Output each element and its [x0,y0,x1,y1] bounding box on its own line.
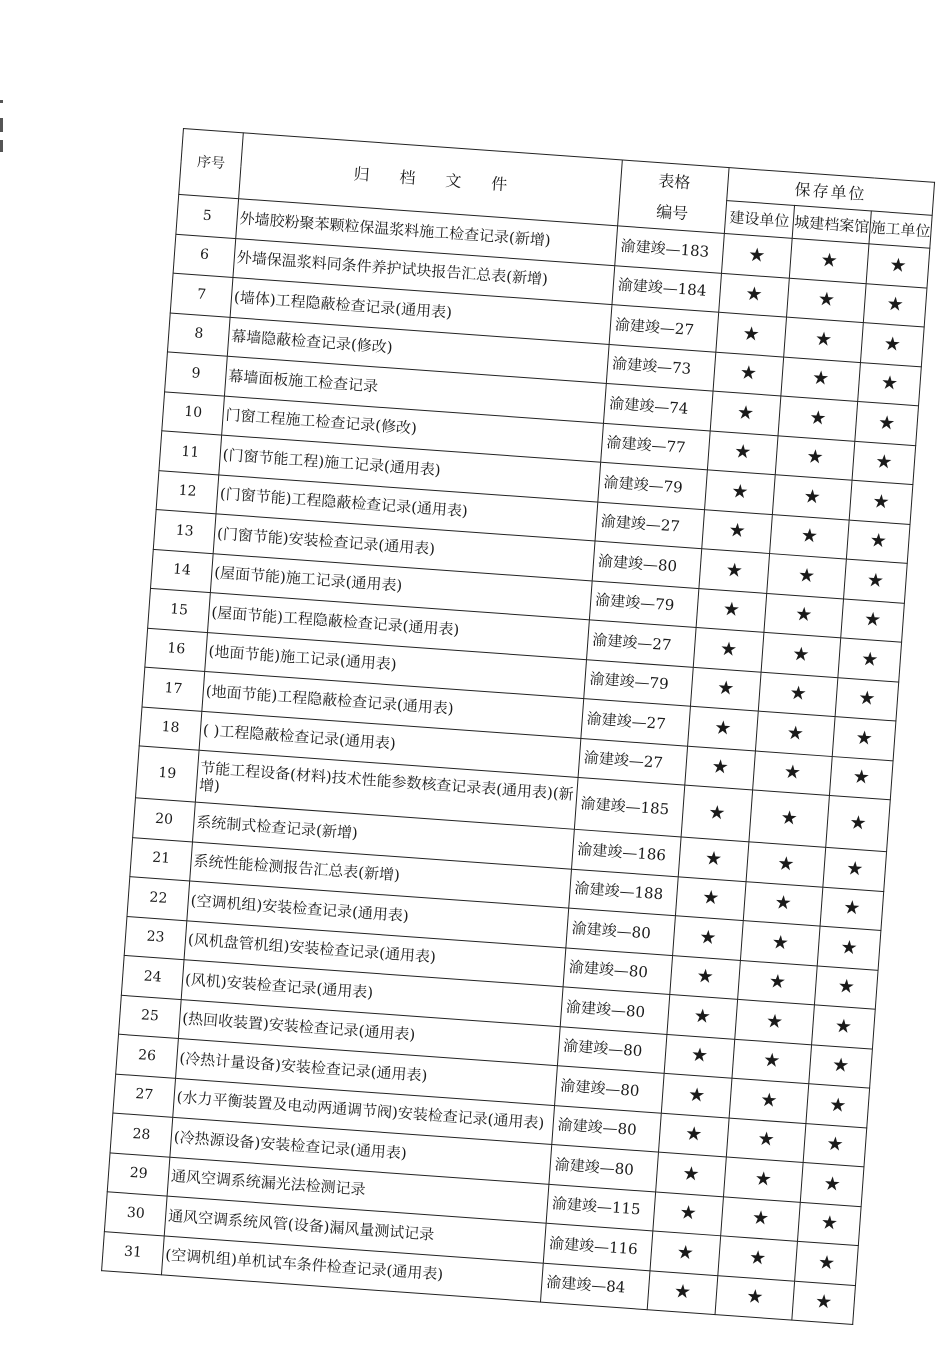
row-document-name: (墙体)工程隐蔽检查记录(通用表) [230,277,612,344]
star-archive: ★ [767,554,847,599]
row-form-code: 渝建竣—74 [603,383,713,430]
star-build: ★ [653,1192,724,1236]
archive-sheet [101,128,932,1323]
row-form-code: 渝建竣—80 [557,1026,667,1073]
star-construct: ★ [841,598,905,642]
scan-mark [0,118,3,132]
row-form-code: 渝建竣—80 [560,987,670,1034]
row-document-name: (风机)安装检查记录(通用表) [181,960,563,1027]
header-doc: 归档文件 [239,133,623,226]
row-number: 9 [165,352,228,396]
star-construct: ★ [803,1123,867,1167]
star-archive: ★ [789,238,869,283]
star-build: ★ [690,667,761,711]
star-construct: ★ [814,965,878,1009]
row-number: 12 [156,470,219,514]
star-construct: ★ [823,847,887,891]
row-form-code: 渝建竣—84 [540,1263,650,1310]
row-number: 8 [167,313,230,357]
star-build: ★ [696,588,767,632]
header-unit-archive: 城建档案馆 [792,205,871,243]
star-archive: ★ [781,357,861,402]
row-document-name: (热回收装置)安装检查记录(通用表) [178,999,560,1066]
table-body [102,194,930,1324]
star-archive: ★ [740,921,820,966]
row-number: 14 [151,549,214,593]
row-number: 22 [127,877,190,921]
row-number: 26 [116,1034,179,1078]
row-form-code: 渝建竣—27 [587,620,697,667]
star-construct: ★ [866,244,930,288]
row-document-name: ( )工程隐蔽检查记录(通用表) [199,711,581,778]
star-construct: ★ [829,756,893,800]
star-archive: ★ [735,999,815,1044]
row-number: 18 [139,707,202,751]
header-code [618,160,729,233]
star-build: ★ [713,352,784,396]
row-form-code: 渝建竣—77 [601,423,711,470]
row-form-code: 渝建竣—27 [578,738,688,785]
row-number: 31 [102,1231,165,1275]
row-number: 11 [159,431,222,475]
row-document-name: (冷热计量设备)安装检查记录(通用表) [176,1039,558,1106]
row-number: 24 [121,955,184,999]
star-build: ★ [705,470,776,514]
star-build: ★ [699,549,770,593]
row-form-code: 渝建竣—27 [581,699,691,746]
row-document-name: (屋面节能)工程隐蔽检查记录(通用表) [208,593,590,660]
star-archive: ★ [732,1039,812,1084]
row-document-name: (空调机组)安装检查记录(通用表) [187,881,569,948]
star-build: ★ [658,1113,729,1157]
row-form-code: 渝建竣—184 [612,265,722,312]
star-construct: ★ [817,926,881,970]
star-archive: ★ [784,317,864,362]
star-build: ★ [716,312,787,356]
row-form-code: 渝建竣—27 [595,502,705,549]
row-form-code: 渝建竣—73 [606,344,716,391]
row-document-name: 外墙保温浆料同条件养护试块报告汇总表(新增) [233,238,615,305]
star-archive: ★ [738,960,818,1005]
star-build: ★ [702,509,773,553]
star-archive: ★ [726,1118,806,1163]
row-document-name: 外墙胶粉聚苯颗粒保温浆料施工检查记录(新增) [236,199,618,266]
star-build: ★ [667,995,738,1039]
row-document-name: 节能工程设备(材料)技术性能参数核查记录表(通用表)(新增) [195,750,578,829]
star-build: ★ [675,876,746,920]
row-number: 27 [113,1074,176,1118]
row-number: 13 [153,510,216,554]
star-construct: ★ [820,887,884,931]
header-code-line1: 表格 [657,170,692,192]
star-construct: ★ [795,1241,859,1285]
row-number: 7 [170,273,233,317]
header-save-units: 保存单位 [727,168,935,216]
star-build: ★ [710,391,781,435]
star-build: ★ [670,955,741,999]
star-construct: ★ [846,520,910,564]
row-form-code: 渝建竣—80 [592,541,702,588]
row-form-code: 渝建竣—183 [615,226,725,273]
star-archive: ★ [729,1078,809,1123]
star-construct: ★ [844,559,908,603]
row-number: 25 [119,995,182,1039]
row-number: 28 [110,1113,173,1157]
star-archive: ★ [743,881,823,926]
star-construct: ★ [812,1005,876,1049]
star-build: ★ [685,746,756,790]
star-build: ★ [650,1231,721,1275]
row-number: 17 [142,667,205,711]
star-build: ★ [719,273,790,317]
row-form-code: 渝建竣—80 [563,947,673,994]
row-document-name: (地面节能)工程隐蔽检查记录(通用表) [202,671,584,738]
star-archive: ★ [715,1275,795,1320]
star-construct: ★ [858,362,922,406]
row-document-name: (地面节能)施工记录(通用表) [205,632,587,699]
star-construct: ★ [806,1084,870,1128]
star-construct: ★ [855,401,919,445]
star-build: ★ [678,837,749,881]
row-form-code: 渝建竣—79 [584,659,694,706]
row-document-name: (屋面节能)施工记录(通用表) [210,553,592,620]
row-form-code: 渝建竣—185 [574,777,684,837]
row-document-name: 系统性能检测报告汇总表(新增) [190,842,572,909]
star-archive: ★ [746,842,826,887]
star-construct: ★ [832,717,896,761]
star-construct: ★ [792,1281,856,1325]
header-code-line2: 编号 [655,201,689,223]
header-seq: 序号 [179,129,244,199]
star-archive: ★ [764,593,844,638]
star-archive: ★ [787,278,867,323]
row-document-name: 门窗工程施工检查记录(修改) [222,396,604,463]
row-number: 30 [104,1192,167,1236]
star-archive: ★ [753,751,833,796]
row-number: 15 [148,588,211,632]
row-number: 29 [107,1152,170,1196]
row-document-name: (风机盘管机组)安装检查记录(通用表) [184,920,566,987]
star-build: ★ [681,785,753,842]
star-construct: ★ [809,1044,873,1088]
star-build: ★ [707,430,778,474]
star-construct: ★ [852,441,916,485]
star-construct: ★ [861,323,925,367]
row-document-name: 通风空调系统风管(设备)漏风量测试记录 [164,1196,546,1263]
star-construct: ★ [863,283,927,327]
star-construct: ★ [797,1202,861,1246]
header-unit-build: 建设单位 [724,201,794,239]
star-construct: ★ [800,1162,864,1206]
row-form-code: 渝建竣—188 [569,869,679,916]
row-form-code: 渝建竣—27 [609,305,719,352]
row-number: 20 [133,798,196,842]
row-form-code: 渝建竣—115 [546,1184,656,1231]
star-archive: ★ [772,475,852,520]
row-document-name: 幕墙隐蔽检查记录(修改) [227,317,609,384]
row-document-name: (门窗节能)工程隐蔽检查记录(通用表) [216,474,598,541]
row-form-code: 渝建竣—186 [572,829,682,876]
star-archive: ★ [755,711,835,756]
star-archive: ★ [723,1157,803,1202]
header-unit-construct: 施工单位 [869,211,932,248]
row-number: 23 [124,916,187,960]
row-form-code: 渝建竣—116 [543,1223,653,1270]
star-archive: ★ [718,1236,798,1281]
star-build: ★ [661,1073,732,1117]
star-archive: ★ [770,514,850,559]
row-number: 10 [162,391,225,435]
star-archive: ★ [749,790,830,847]
star-archive: ★ [778,396,858,441]
star-archive: ★ [758,672,838,717]
star-build: ★ [647,1270,718,1314]
star-archive: ★ [775,435,855,480]
row-document-name: 系统制式检查记录(新增) [193,802,575,869]
row-form-code: 渝建竣—80 [566,908,676,955]
row-number: 21 [130,837,193,881]
star-build: ★ [656,1152,727,1196]
star-build: ★ [664,1034,735,1078]
star-construct: ★ [826,795,891,851]
row-number: 19 [135,746,199,802]
row-form-code: 渝建竣—80 [549,1144,659,1191]
row-document-name: (门窗节能工程)施工记录(通用表) [219,435,601,502]
star-build: ★ [688,706,759,750]
row-document-name: 幕墙面板施工检查记录 [224,356,606,423]
row-document-name: 通风空调系统漏光法检测记录 [167,1157,549,1224]
scan-mark [0,100,3,103]
row-form-code: 渝建竣—80 [555,1066,665,1113]
row-document-name: (空调机组)单机试车条件检查记录(通用表) [161,1235,543,1302]
star-build: ★ [693,627,764,671]
star-construct: ★ [849,480,913,524]
row-number: 6 [173,234,236,278]
row-document-name: (水力平衡装置及电动两通调节阀)安装检查记录(通用表) [173,1078,555,1145]
star-construct: ★ [838,638,902,682]
row-form-code: 渝建竣—80 [552,1105,662,1152]
row-document-name: (门窗节能)安装检查记录(通用表) [213,514,595,581]
row-number: 5 [176,194,239,238]
row-number: 16 [145,628,208,672]
row-form-code: 渝建竣—79 [598,462,708,509]
scan-mark [0,140,3,152]
star-construct: ★ [835,677,899,721]
archive-table [101,128,935,1325]
row-document-name: (冷热源设备)安装检查记录(通用表) [170,1117,552,1184]
row-form-code: 渝建竣—79 [589,580,699,627]
star-build: ★ [722,233,793,277]
star-build: ★ [673,916,744,960]
star-archive: ★ [761,632,841,677]
star-archive: ★ [721,1196,801,1241]
